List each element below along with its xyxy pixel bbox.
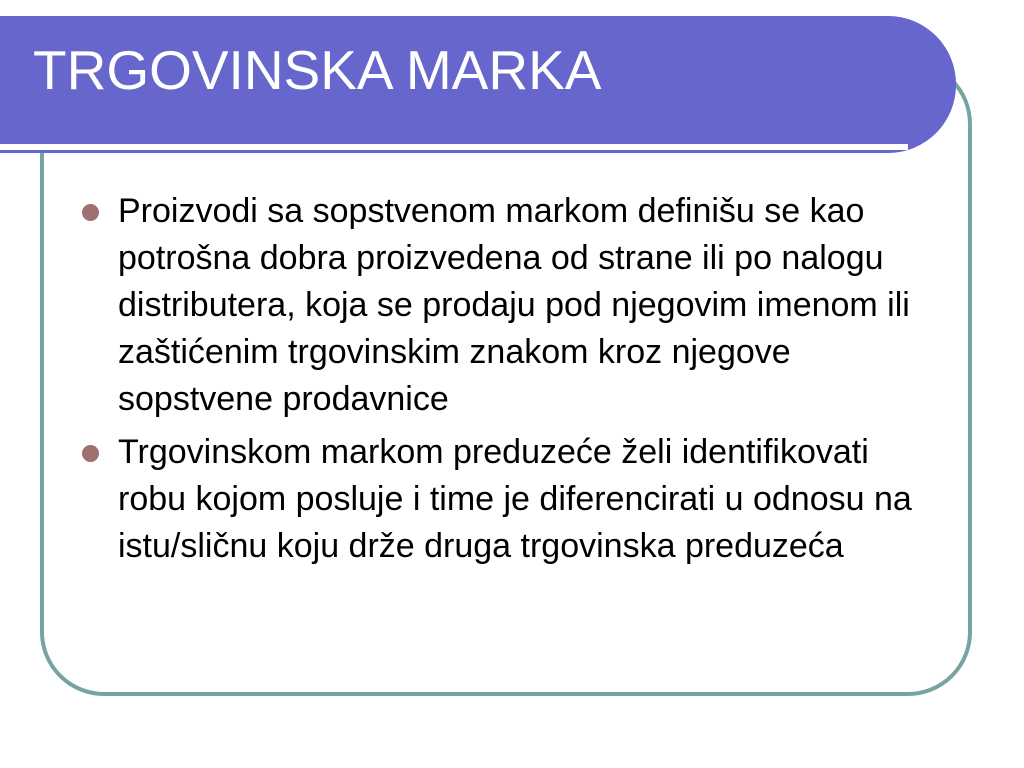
bullet-item (80, 429, 930, 570)
bullet-item (80, 188, 930, 423)
bullet-list (80, 188, 930, 576)
title-underline (0, 144, 908, 150)
bullet-text: Proizvodi sa sopstvenom markom definišu se kao potrošna dobra proizvedena od strane ili po nalogu distributera, koja se prodaju pod njegovim imenom ili zaštićenim trgovinskim znakom kroz njegove sopstvene prodavnice (118, 192, 910, 418)
bullet-dot-icon (82, 445, 99, 462)
bullet-text: Trgovinskom markom preduzeće želi identifikovati robu kojom posluje i time je diferencirati u odnosu na istu/sličnu koju drže druga trgovinska preduzeća (118, 433, 912, 565)
slide-title: TRGOVINSKA MARKA (33, 39, 602, 101)
bullet-dot-icon (82, 204, 99, 221)
